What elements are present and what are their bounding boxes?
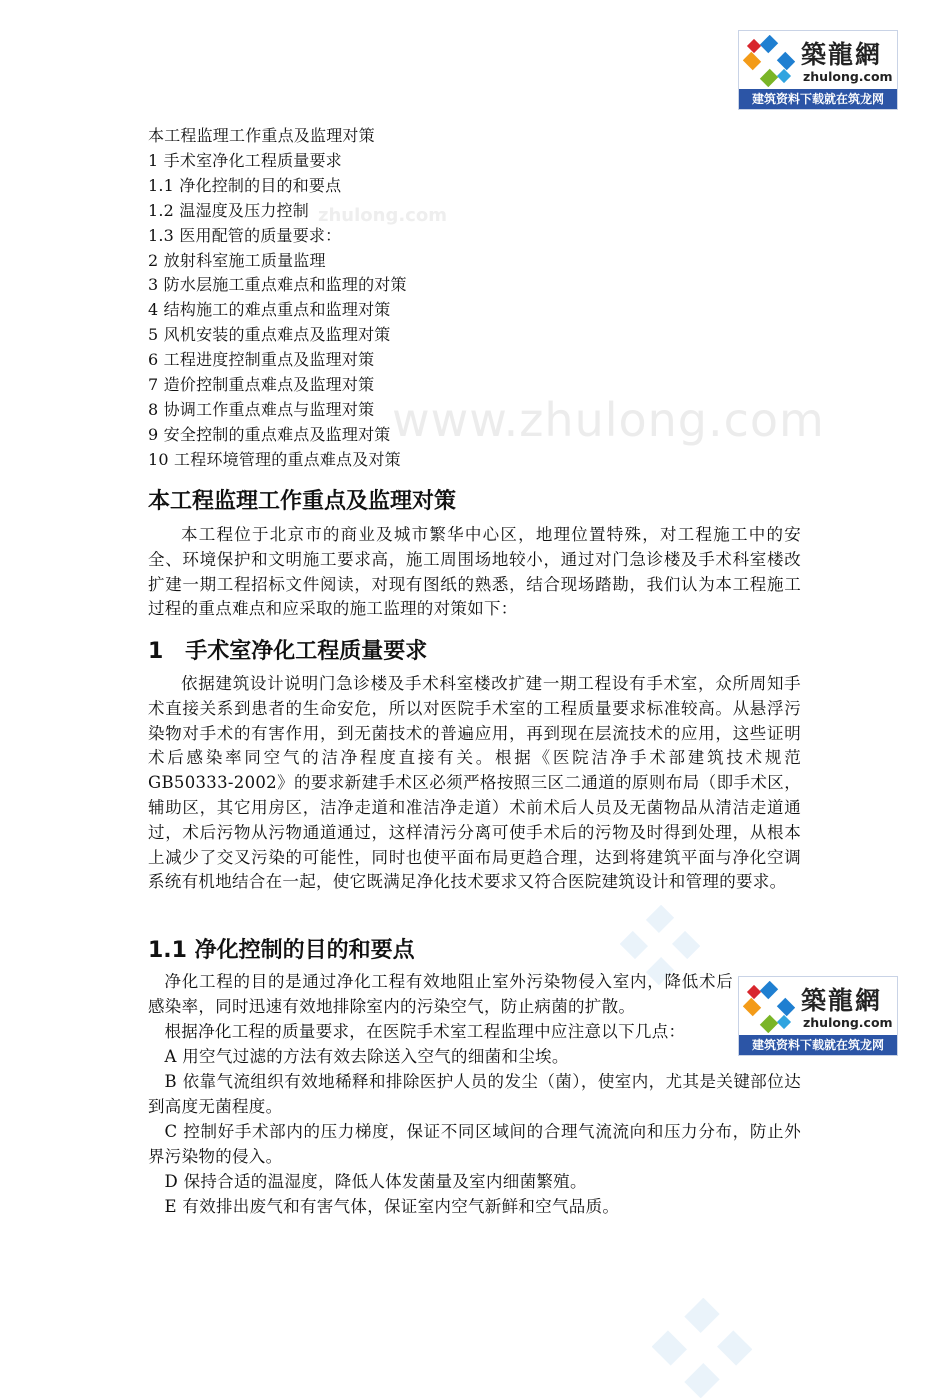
- intro-paragraph: 本工程位于北京市的商业及城市繁华中心区，地理位置特殊，对工程施工中的安全、环境保护和文明施工要求高，施工周围场地较小，通过对门急诊楼及手术科室楼改扩建一期工程招标文件阅读，对现有图纸的熟悉，结合现场踏勘，我们认为本工程施工过程的重点难点和应采取的施工监理的对策如下：: [148, 525, 801, 619]
- section-1-1-heading: 1.1 净化控制的目的和要点: [148, 938, 415, 963]
- toc-item[interactable]: 4 结构施工的难点重点和监理对策: [148, 300, 391, 320]
- brand-tagline: 建筑资料下载就在筑龙网: [739, 89, 897, 109]
- brand-cn: 築龍網: [801, 986, 883, 1015]
- brand-tagline: 建筑资料下载就在筑龙网: [739, 1035, 897, 1055]
- brand-en: zhulong.com: [803, 1015, 893, 1030]
- toc-item[interactable]: 1 手术室净化工程质量要求: [148, 150, 342, 170]
- section-1-1-paragraph-1: 净化工程的目的是通过净化工程有效地阻止室外污染物侵入室内，降低术后感染率，同时迅速有效地排除室内的污染空气，防止病菌的扩散。: [148, 972, 733, 1016]
- list-item-a: A 用空气过滤的方法有效去除送入空气的细菌和尘埃。: [164, 1047, 569, 1066]
- list-item-d: D 保持合适的温湿度，降低人体发菌量及室内细菌繁殖。: [164, 1172, 587, 1191]
- zhulong-logo-icon: [743, 981, 795, 1033]
- watermark-text: www.zhulong.com: [392, 393, 825, 447]
- brand-cn: 築龍網: [801, 40, 883, 69]
- toc-item[interactable]: 9 安全控制的重点难点及监理对策: [148, 424, 391, 444]
- section-1-paragraph: 依据建筑设计说明门急诊楼及手术科室楼改扩建一期工程设有手术室，众所周知手术直接关系到患者的生命安危，所以对医院手术室的工程质量要求标准较高。从悬浮污染物对手术的有害作用，到无菌技术的普遍应用，再到现在层流技术的应用，这些证明术后感染率同空气的洁净程度直接有关。根据《医院洁净手术部建筑技术规范GB50333-2002》的要求新建手术区必须严格按照三区二通道的原则布局（即手术区，辅助区，其它用房区，洁净走道和准洁净走道）术前术后人员及无菌物品从清洁走道通过，术后污物从污物通道通过，这样清污分离可使手术后的污物及时得到处理，从根本上减少了交叉污染的可能性，同时也使平面布局更趋合理，达到将建筑平面与净化空调系统有机地结合在一起，使它既满足净化技术要求又符合医院建筑设计和管理的要求。: [148, 674, 801, 892]
- toc-item[interactable]: 1.2 温湿度及压力控制: [148, 200, 309, 220]
- toc-item[interactable]: 1.3 医用配管的质量要求：: [148, 225, 342, 245]
- table-of-contents: [148, 124, 407, 473]
- toc-item[interactable]: 6 工程进度控制重点及监理对策: [148, 350, 375, 370]
- toc-item[interactable]: 1.1 净化控制的目的和要点: [148, 175, 342, 195]
- list-item-c: C 控制好手术部内的压力梯度，保证不同区域间的合理气流流向和压力分布，防止外界污染物的侵入。: [148, 1122, 801, 1166]
- zhulong-logo-icon: [743, 35, 795, 87]
- watermark-small-text: zhulong.com: [318, 205, 447, 226]
- toc-item[interactable]: 8 协调工作重点难点与监理对策: [148, 399, 375, 419]
- toc-item[interactable]: 本工程监理工作重点及监理对策: [148, 126, 375, 145]
- main-heading: 本工程监理工作重点及监理对策: [148, 489, 457, 514]
- section-1-1-paragraph-2: 根据净化工程的质量要求，在医院手术室工程监理中应注意以下几点：: [164, 1022, 686, 1041]
- watermark-logo-icon: [652, 1298, 752, 1398]
- toc-item[interactable]: 7 造价控制重点难点及监理对策: [148, 375, 375, 395]
- section-1-heading: 1 手术室净化工程质量要求: [148, 639, 428, 664]
- zhulong-logo-top: [738, 30, 898, 110]
- list-item-e: E 有效排出废气和有害气体，保证室内空气新鲜和空气品质。: [164, 1197, 620, 1216]
- toc-item[interactable]: 2 放射科室施工质量监理: [148, 250, 326, 270]
- toc-item[interactable]: 3 防水层施工重点难点和监理的对策: [148, 275, 407, 295]
- brand-en: zhulong.com: [803, 69, 893, 84]
- toc-item[interactable]: 10 工程环境管理的重点难点及对策: [148, 449, 401, 469]
- toc-item[interactable]: 5 风机安装的重点难点及监理对策: [148, 325, 391, 345]
- list-item-b: B 依靠气流组织有效地稀释和排除医护人员的发尘（菌），使室内，尤其是关键部位达到高度无菌程度。: [148, 1072, 801, 1116]
- zhulong-logo-middle: [738, 976, 898, 1056]
